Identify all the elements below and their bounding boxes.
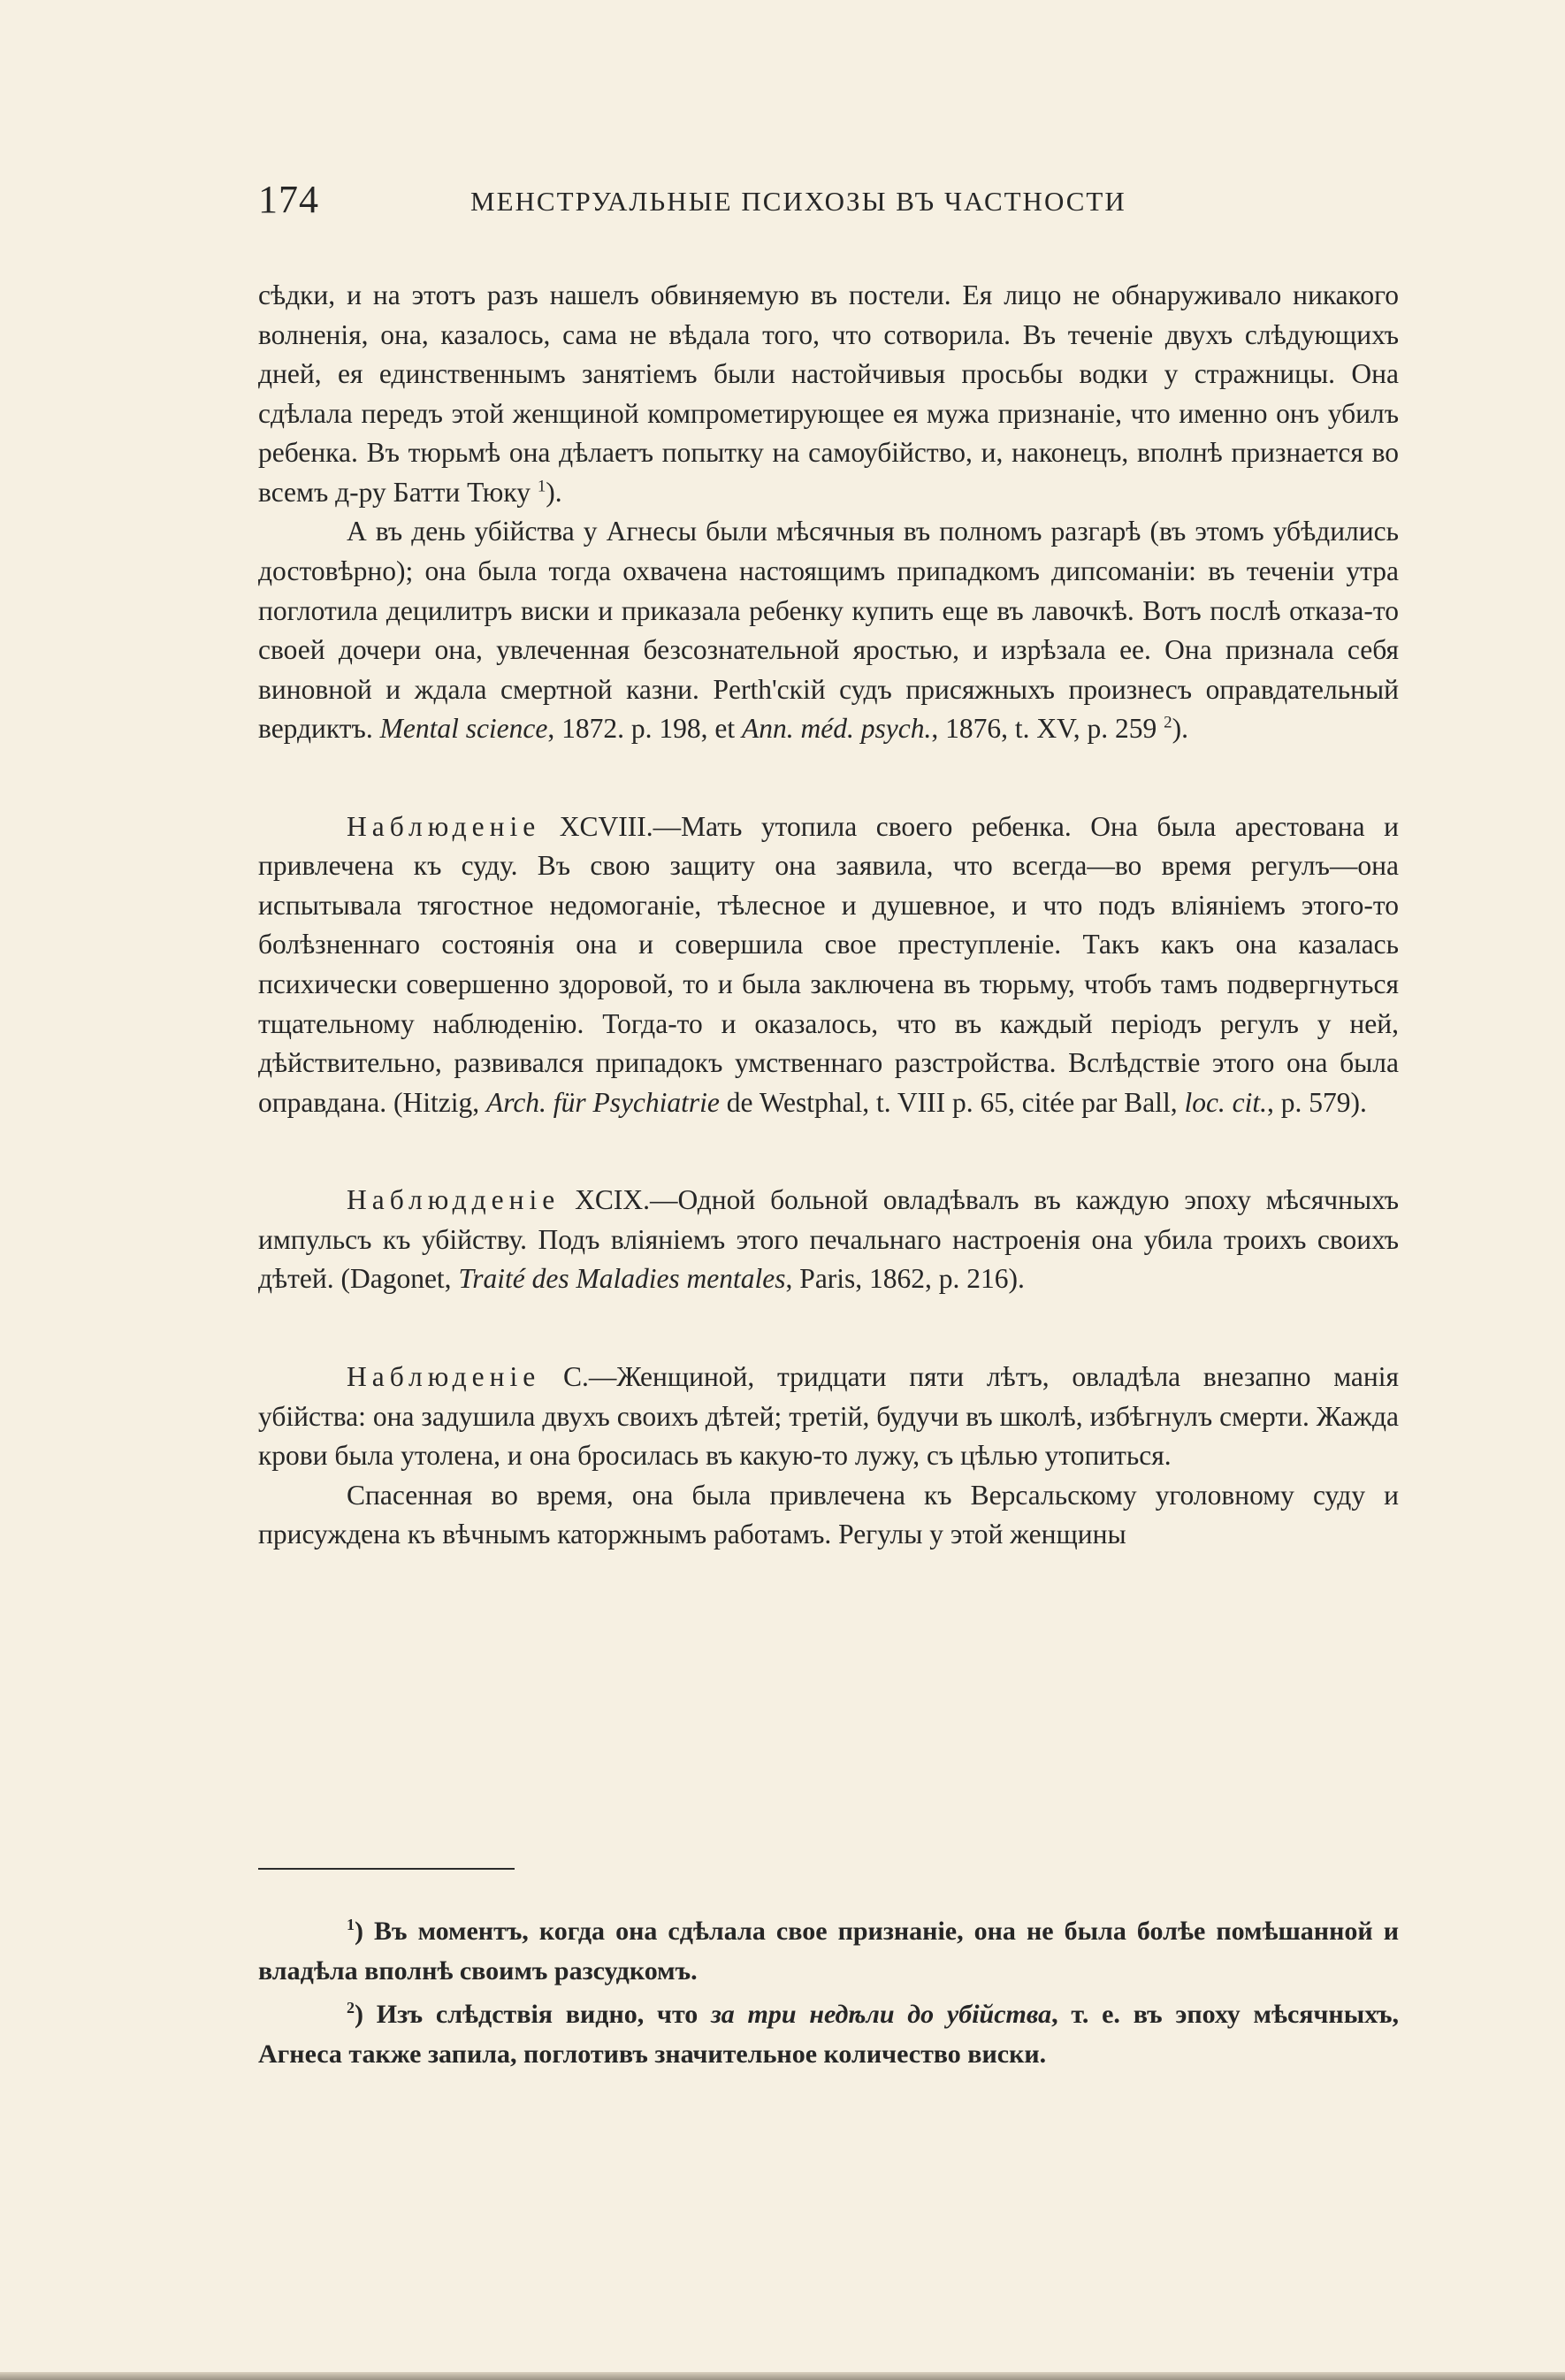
paragraph-text: XCIX.—Одной больной овладѣвалъ въ каждую эпоху мѣсячныхъ импульсъ къ убійству. Подъ вліяніемъ этого печальнаго настроенія она убила троихъ своихъ дѣтей. (Dagonet, — [258, 1184, 1399, 1295]
observation-99 — [258, 1181, 1399, 1299]
paragraph-last — [258, 1476, 1399, 1555]
paragraph-text: ). — [1172, 713, 1188, 745]
footnote-1 — [258, 1911, 1399, 1991]
paragraph-continuation — [258, 276, 1399, 512]
paragraph-text: de Westphal, t. VIII p. 65, citée par Ball, — [719, 1086, 1178, 1118]
paragraph-text: А въ день убійства у Агнесы были мѣсячныя въ полномъ разгарѣ (въ этомъ убѣдились достовѣрно); она была тогда охвачена настоящимъ припадкомъ дипсоманіи: въ теченіи утра поглотила децилитръ виски и приказала ребенку купить еще въ лавочкѣ. Вотъ послѣ отказа-то своей дочери она, увлеченная безсознательной яростью, и изрѣзала ее. Она признала себя виновной и ждала смертной казни. Perth'скій судъ присяжныхъ произнесъ оправдательный вердиктъ. — [258, 516, 1399, 745]
footnotes — [258, 1911, 1399, 2074]
paragraph-text: сѣдки, и на этотъ разъ нашелъ обвиняемую въ постели. Ея лицо не обнаруживало никакого волненія, она, казалось, сама не вѣдала того, что сотворила. Въ теченіе двухъ слѣдующихъ дней, ея единственнымъ занятіемъ были настойчивыя просьбы водки у стражницы. Она сдѣлала передъ этой женщиной компрометирующее ея мужа признаніе, что именно онъ убилъ ребенка. Въ тюрьмѣ она дѣлаетъ попытку на самоубійство, и, наконецъ, вполнѣ признается во всемъ д-ру Батти Тюку — [258, 279, 1399, 508]
citation: Traité des Maladies mentales — [458, 1263, 786, 1295]
observation-100 — [258, 1358, 1399, 1476]
paragraph-text: XCVIII.—Мать утопила своего ребенка. Она была арестована и привлечена къ суду. Въ свою защиту она заявила, что всегда—во время регулъ—она испытывала тягостное недомоганіе, тѣлесное и душевное, и что подъ вліяніемъ этого-то болѣзненнаго состоянія она и совершила свое преступленіе. Такъ какъ она казалась психически совершенно здоровой, то и была заключена въ тюрьму, чтобъ тамъ подвергнуться тщательному наблюденію. Тогда-то и оказалось, что въ каждый періодъ регулъ у ней, дѣйствительно, развивался припадокъ умственнаго разстройства. Вслѣдствіе этого она была оправдана. (Hitzig, — [258, 810, 1399, 1118]
observation-label: Наблюденіе — [347, 1360, 541, 1392]
footnote-ref-2: 2 — [1164, 713, 1172, 732]
footnote-mark: 1 — [347, 1916, 355, 1934]
page-bottom-edge — [0, 2372, 1565, 2380]
paragraph-text: ). — [546, 476, 562, 508]
paragraph-text: , p. 579). — [1267, 1086, 1367, 1118]
running-head: МЕНСТРУАЛЬНЫЕ ПСИХОЗЫ ВЪ ЧАСТНОСТИ — [470, 186, 1126, 217]
footnote-mark: 2 — [347, 1999, 355, 2017]
citation: Arch. für Psychiatrie — [486, 1086, 720, 1118]
observation-98 — [258, 807, 1399, 1123]
paragraph-text: , 1876, t. XV, p. 259 — [931, 713, 1157, 745]
footnote-2 — [258, 1994, 1399, 2074]
citation: Mental science — [379, 713, 548, 745]
paragraph-text: Спасенная во время, она была привлечена къ Версальскому уголовному суду и присуждена къ вѣчнымъ каторжнымъ работамъ. Регулы у этой женщины — [258, 1479, 1399, 1550]
citation: loc. cit. — [1184, 1086, 1268, 1118]
footnote-text: ) Въ моментъ, когда она сдѣлала свое признаніе, она не была болѣе помѣшанной и владѣла вполнѣ своимъ разсудкомъ. — [258, 1917, 1399, 1986]
paragraph-text: , 1872. p. 198, et — [547, 713, 736, 745]
footnote-text: ) Изъ слѣдствія видно, что — [355, 2000, 699, 2029]
footnote-emphasis: за три недѣли до убійства — [711, 2000, 1052, 2029]
paragraph-text: , Paris, 1862, p. 216). — [785, 1263, 1025, 1295]
paragraph-text: C.—Женщиной, тридцати пяти лѣтъ, овладѣла внезапно манія убійства: она задушила двухъ своихъ дѣтей; третій, будучи въ школѣ, избѣгнулъ смерти. Жажда крови была утолена, и она бросилась въ какую-то лужу, съ цѣлью утопиться. — [258, 1360, 1399, 1472]
footnote-text: , т. е. въ эпоху мѣсячныхъ, Агнеса также запила, поглотивъ значительное количество виски. — [258, 2000, 1399, 2069]
page-number: 174 — [258, 178, 319, 221]
observation-label: Наблюденіе — [347, 810, 541, 842]
paragraph-agnes — [258, 512, 1399, 748]
body-text — [258, 276, 1399, 1555]
footnote-ref-1: 1 — [537, 477, 546, 496]
observation-label: Наблюдденіе — [347, 1184, 561, 1216]
citation: Ann. méd. psych. — [742, 713, 932, 745]
footnote-divider — [258, 1868, 515, 1870]
page-header — [258, 177, 1399, 230]
